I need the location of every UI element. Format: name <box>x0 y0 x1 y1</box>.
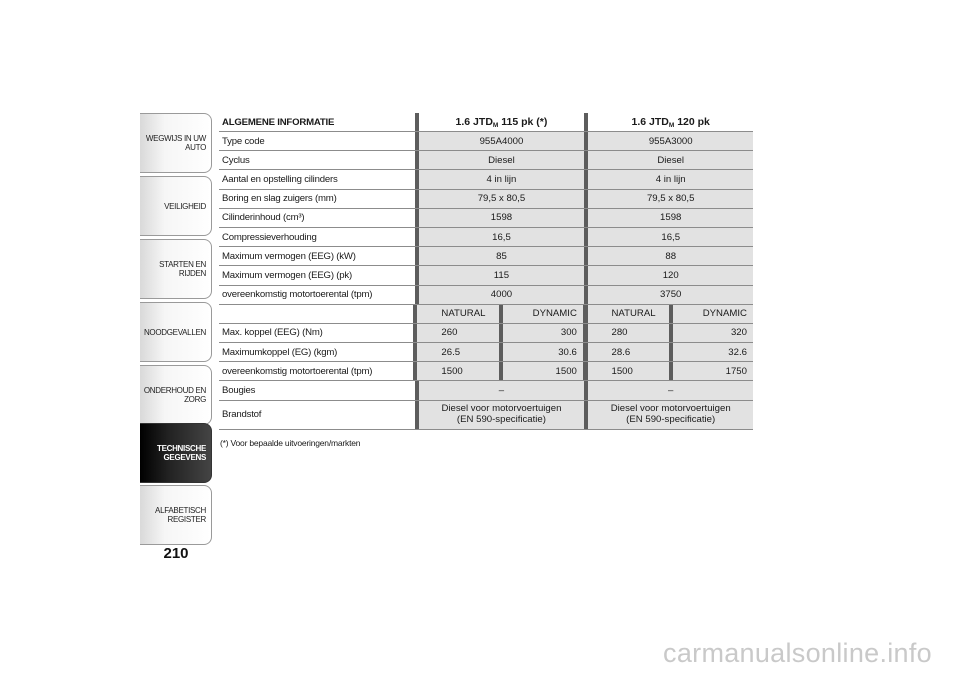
engine-a-value <box>419 401 584 429</box>
engine-b-natural-heading: NATURAL <box>588 305 669 323</box>
engine-a-value: 4 in lijn <box>419 170 584 188</box>
table-row <box>219 170 753 189</box>
footnote: (*) Voor bepaalde uitvoeringen/markten <box>220 438 361 448</box>
engine-a-natural-value: 1500 <box>417 362 498 380</box>
engine-b-value: 955A3000 <box>588 132 753 150</box>
engine-a-value: Diesel <box>419 151 584 169</box>
engine-b-value: 88 <box>588 247 753 265</box>
engine-b-value: 120 <box>588 266 753 284</box>
engine-a-value: 115 <box>419 266 584 284</box>
tab-veiligheid[interactable] <box>140 176 212 236</box>
table-row <box>219 362 753 381</box>
tab-label: STARTEN EN RIJDEN <box>159 260 206 278</box>
tab-label: ALFABETISCH REGISTER <box>155 506 206 524</box>
row-label: Cilinderinhoud (cm³) <box>222 212 305 224</box>
table-header <box>219 113 753 132</box>
fuel-line-1: Diesel voor motorvoertuigen <box>441 403 562 415</box>
row-label: Compressieverhouding <box>222 231 317 243</box>
row-label: Brandstof <box>222 409 262 421</box>
row-label: Maximumkoppel (EG) (kgm) <box>222 346 338 358</box>
table-heading: ALGEMENE INFORMATIE <box>222 116 335 128</box>
engine-a-value: 16,5 <box>419 228 584 246</box>
row-label: Maximum vermogen (EEG) (pk) <box>222 269 353 281</box>
watermark: carmanualsonline.info <box>663 638 932 668</box>
mode-header-row <box>219 305 753 324</box>
page-number: 210 <box>163 545 189 562</box>
specs-table <box>219 113 753 430</box>
row-label: Maximum vermogen (EEG) (kW) <box>222 250 356 262</box>
tab-alfabetisch-register[interactable] <box>140 485 212 545</box>
engine-b-natural-value: 1500 <box>588 362 669 380</box>
engine-b-value: 4 in lijn <box>588 170 753 188</box>
engine-a-value: 1598 <box>419 209 584 227</box>
tab-label: VEILIGHEID <box>164 201 206 211</box>
engine-b-dynamic-heading: DYNAMIC <box>673 305 753 323</box>
table-row <box>219 151 753 170</box>
engine-a-natural-value: 26.5 <box>417 343 498 361</box>
engine-b-dynamic-value: 32.6 <box>673 343 753 361</box>
engine-a-natural-value: 260 <box>417 324 498 342</box>
engine-a-name: 1.6 JTD <box>455 116 493 128</box>
table-row <box>219 190 753 209</box>
engine-a-value: 955A4000 <box>419 132 584 150</box>
tab-label: TECHNISCHE GEGEVENS <box>156 444 206 462</box>
table-row <box>219 247 753 266</box>
tab-wegwijs[interactable] <box>140 113 212 173</box>
engine-b-value: Diesel <box>588 151 753 169</box>
tab-label: NOODGEVALLEN <box>143 327 206 337</box>
engine-a-value: 85 <box>419 247 584 265</box>
row-label: Boring en slag zuigers (mm) <box>222 193 337 205</box>
engine-a-subscript: M <box>492 121 499 129</box>
engine-b-power: 120 pk <box>674 116 710 128</box>
engine-b-dynamic-value: 320 <box>673 324 753 342</box>
engine-a-natural-heading: NATURAL <box>417 305 498 323</box>
tab-noodgevallen[interactable] <box>140 302 212 362</box>
table-row <box>219 228 753 247</box>
table-row <box>219 266 753 285</box>
engine-a-dynamic-value: 30.6 <box>503 343 583 361</box>
tab-onderhoud[interactable] <box>140 365 212 425</box>
engine-b-value: 79,5 x 80,5 <box>588 190 753 208</box>
engine-b-dynamic-value: 1750 <box>673 362 753 380</box>
engine-a-dynamic-heading: DYNAMIC <box>503 305 583 323</box>
engine-b-name: 1.6 JTD <box>631 116 669 128</box>
fuel-line-2: (EN 590-specificatie) <box>626 413 716 425</box>
tab-starten[interactable] <box>140 239 212 299</box>
engine-a-value: 4000 <box>419 286 584 304</box>
engine-a-value: 79,5 x 80,5 <box>419 190 584 208</box>
row-label <box>219 305 413 323</box>
tab-label: ONDERHOUD EN ZORG <box>143 386 206 404</box>
row-label: Max. koppel (EEG) (Nm) <box>222 327 323 339</box>
tab-technische-gegevens[interactable] <box>140 423 212 483</box>
table-row <box>219 132 753 151</box>
table-row <box>219 343 753 362</box>
engine-a-power: 115 pk (*) <box>498 116 548 128</box>
table-row <box>219 381 753 400</box>
engine-b-value: 1598 <box>588 209 753 227</box>
row-label: Aantal en opstelling cilinders <box>222 173 338 185</box>
engine-b-value: 3750 <box>588 286 753 304</box>
fuel-line-2: (EN 590-specificatie) <box>456 413 546 425</box>
engine-b-value: 16,5 <box>588 228 753 246</box>
row-label: Cyclus <box>222 154 250 166</box>
engine-b-value <box>588 401 753 429</box>
engine-a-dynamic-value: 300 <box>503 324 583 342</box>
table-row <box>219 401 753 430</box>
fuel-line-1: Diesel voor motorvoertuigen <box>610 403 731 415</box>
engine-b-subscript: M <box>668 121 675 129</box>
row-label: overeenkomstig motortoerental (tpm) <box>222 365 373 377</box>
engine-b-natural-value: 28.6 <box>588 343 669 361</box>
tab-label: WEGWIJS IN UW AUTO <box>145 134 206 152</box>
row-label: overeenkomstig motortoerental (tpm) <box>222 289 373 301</box>
engine-a-heading <box>419 113 584 131</box>
engine-a-value: – <box>419 381 584 399</box>
engine-b-natural-value: 280 <box>588 324 669 342</box>
engine-b-heading <box>588 113 753 131</box>
engine-a-dynamic-value: 1500 <box>503 362 583 380</box>
row-label: Type code <box>222 135 265 147</box>
engine-b-value: – <box>588 381 753 399</box>
table-row <box>219 286 753 305</box>
table-row <box>219 209 753 228</box>
table-row <box>219 324 753 343</box>
row-label: Bougies <box>222 385 256 397</box>
